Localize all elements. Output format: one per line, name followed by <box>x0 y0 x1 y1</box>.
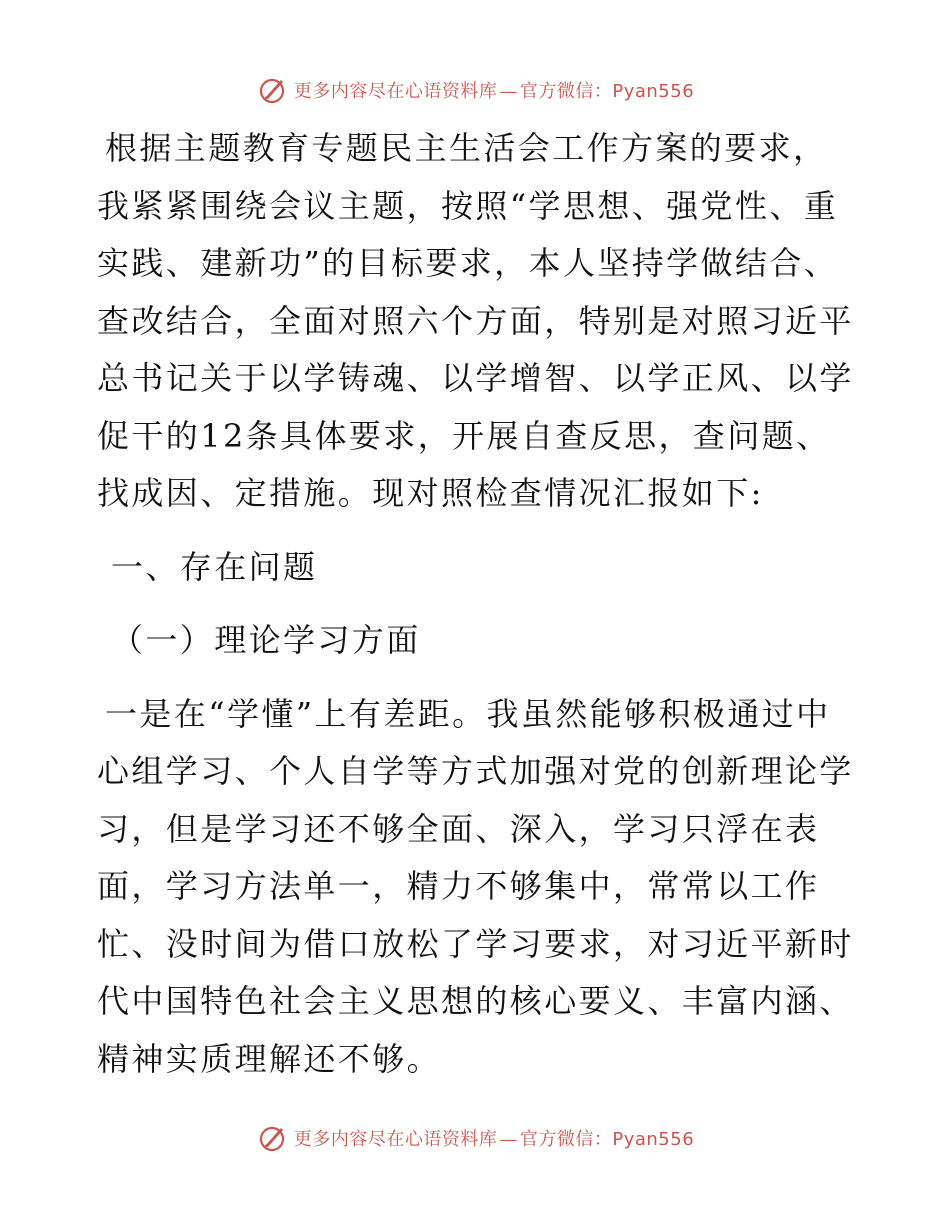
watermark-brand: 更多内容尽在心语资料库 <box>293 1129 498 1150</box>
intro-paragraph: 根据主题教育专题民主生活会工作方案的要求，我紧紧围绕会议主题，按照“学思想、强党性、重实践、建新功”的目标要求，本人坚持学做结合、查改结合，全面对照六个方面，特别是对照习近平总书记关于以学铸魂、以学增智、以学正风、以学促干的12条具体要求，开展自查反思，查问题、找成因、定措施。现对照检查情况汇报如下: <box>97 129 854 512</box>
watermark-separator: — <box>499 81 518 102</box>
watermark-brand: 更多内容尽在心语资料库 <box>293 81 498 102</box>
feather-pen-icon <box>256 74 288 106</box>
footer-watermark <box>0 1118 950 1158</box>
watermark-contact-label: 官方微信： <box>519 1129 613 1150</box>
body-paragraph: 一是在“学懂”上有差距。我虽然能够积极通过中心组学习、个人自学等方式加强对党的创新理论学习，但是学习还不够全面、深入，学习只浮在表面，学习方法单一，精力不够集中，常常以工作忙、没时间为借口放松了学习要求，对习近平新时代中国特色社会主义思想的核心要义、丰富内涵、精神实质理解还不够。 <box>97 694 854 1078</box>
watermark-contact-label: 官方微信： <box>519 81 613 102</box>
watermark-separator: — <box>499 1129 518 1150</box>
watermark-contact-id: Pyan556 <box>612 81 695 102</box>
section-heading: 一、存在问题 <box>111 547 318 586</box>
subsection-heading: （一）理论学习方面 <box>111 621 421 659</box>
feather-pen-icon <box>256 1122 288 1154</box>
document-body <box>97 120 857 1088</box>
watermark-text <box>294 1125 694 1151</box>
watermark-contact-id: Pyan556 <box>612 1129 695 1150</box>
header-watermark <box>0 70 950 110</box>
watermark-text <box>294 77 694 103</box>
